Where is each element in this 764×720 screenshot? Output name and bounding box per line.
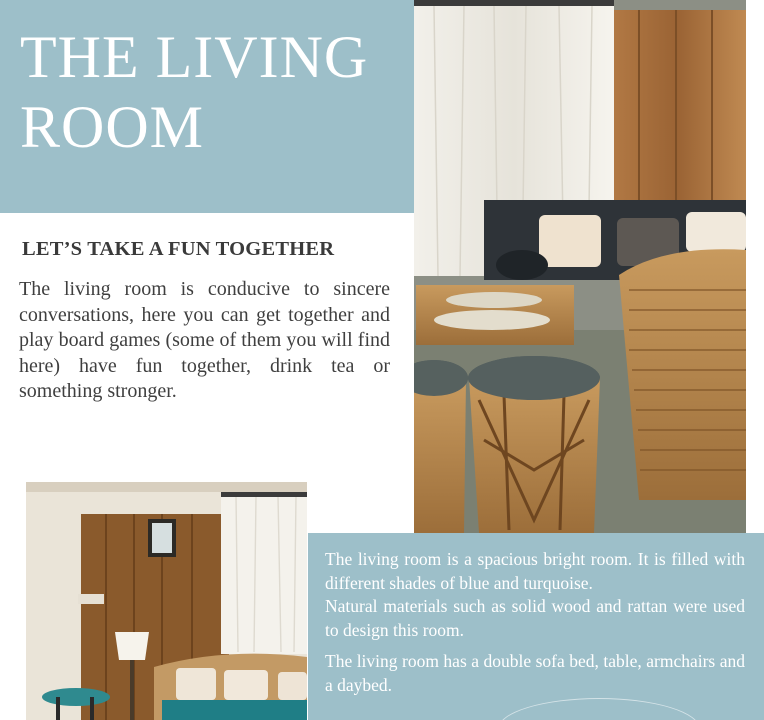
intro-paragraph: The living room is conducive to sincere conversations, here you can get together and play board games (some of them you will find here) have fun together, drink tea or something stronger. xyxy=(19,278,390,402)
info-line-1: The living room is a spacious bright room. It is filled with different shades of blue and turquoise. xyxy=(325,549,745,593)
section-subheading: LET’S TAKE A FUN TOGETHER xyxy=(22,238,335,260)
decorative-arc xyxy=(498,698,700,720)
info-panel xyxy=(308,533,764,720)
title-line-2: ROOM xyxy=(20,94,205,160)
page-title xyxy=(20,22,368,162)
info-line-2: Natural materials such as solid wood and rattan were used to design this room. xyxy=(325,596,745,640)
living-room-photo-main xyxy=(414,0,746,533)
title-line-1: THE LIVING xyxy=(20,24,369,90)
info-line-3: The living room has a double sofa bed, table, armchairs and a daybed. xyxy=(325,651,745,695)
info-text xyxy=(325,548,745,697)
living-room-photo-corner xyxy=(26,482,307,720)
title-banner xyxy=(0,0,414,213)
